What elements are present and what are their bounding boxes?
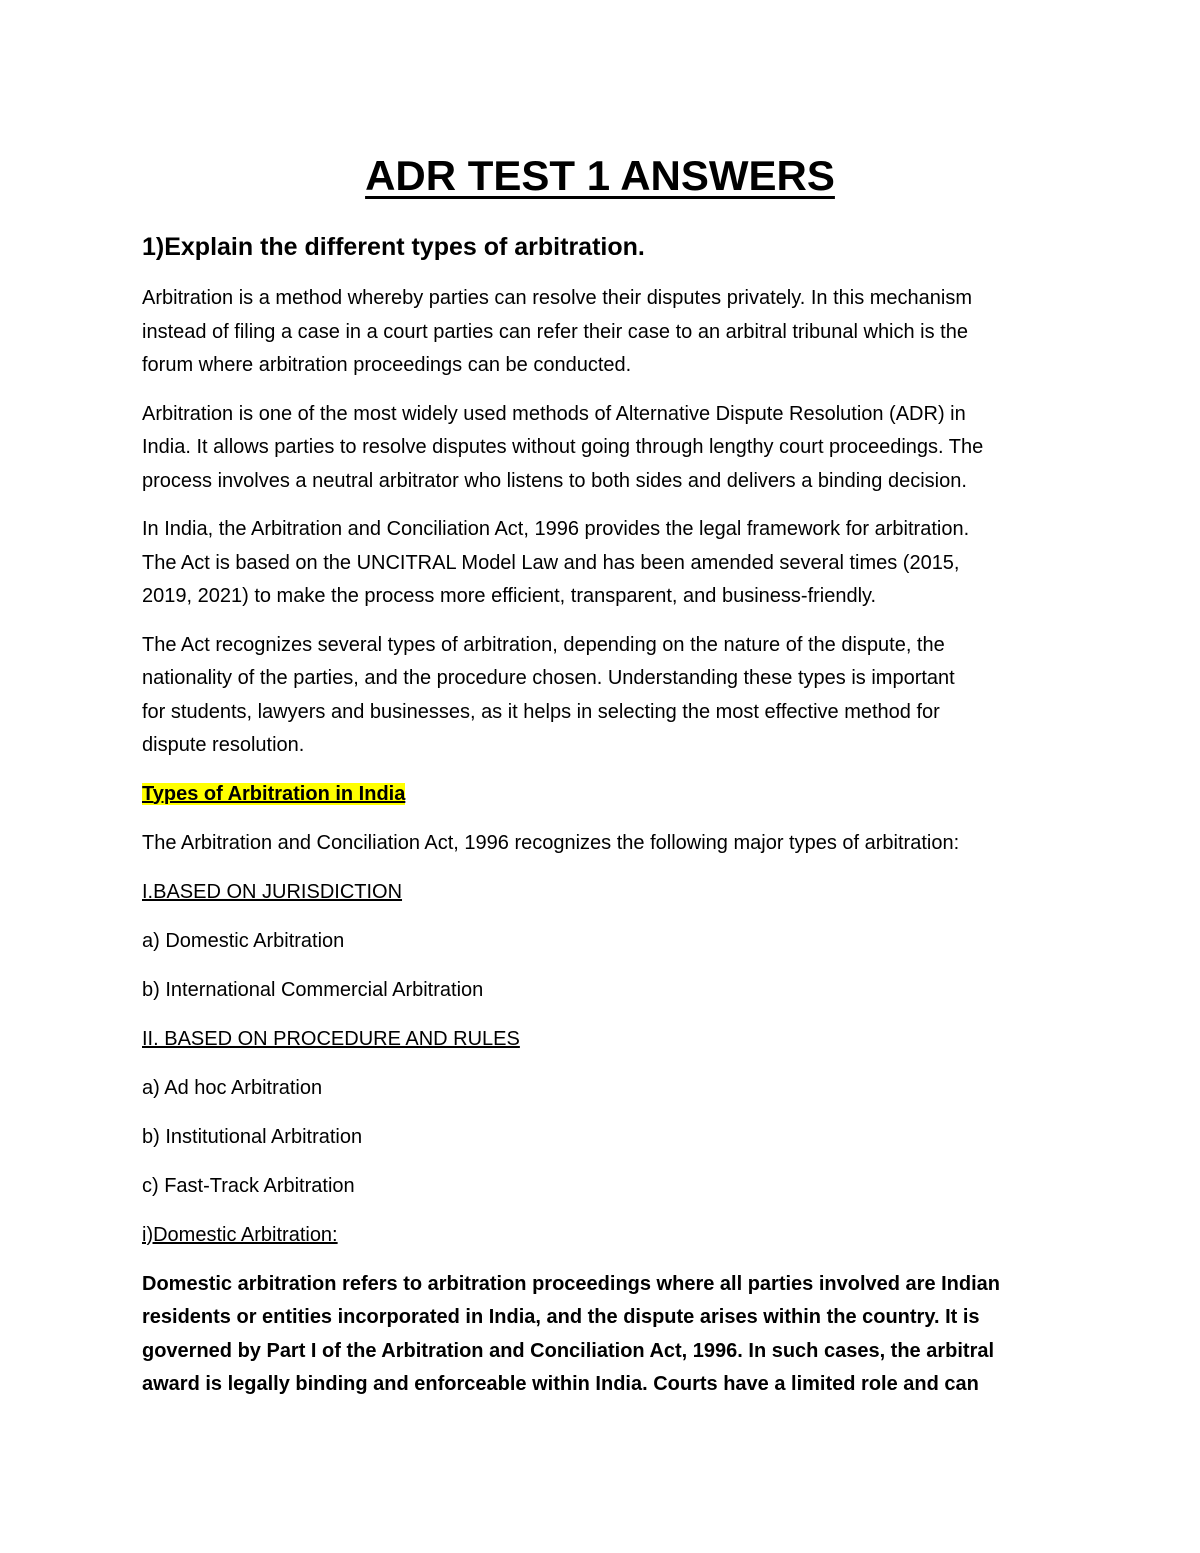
text-line: Arbitration is a method whereby parties can resolve their disputes privately. In this mechanism [142,287,973,309]
paragraph-legal-framework [142,513,1082,614]
text-line: nationality of the parties, and the procedure chosen. Understanding these types is important [142,667,955,689]
text-line: instead of filing a case in a court parties can refer their case to an arbitral tribunal which is the [142,320,968,343]
types-intro: The Arbitration and Conciliation Act, 1996 recognizes the following major types of arbitration: [142,831,960,854]
list-item: a) Ad hoc Arbitration [142,1076,323,1099]
question-heading: 1)Explain the different types of arbitration. [142,233,645,261]
section-heading-procedure [142,1023,1082,1057]
text-line: forum where arbitration proceedings can be conducted. [142,354,632,376]
section-heading-text: II. BASED ON PROCEDURE AND RULES [142,1027,520,1050]
text-line: Domestic arbitration refers to arbitration proceedings where all parties involved are Indian [142,1272,1001,1295]
text-line: The Act is based on the UNCITRAL Model Law and has been amended several times (2015, [142,551,960,574]
text-line: The Act recognizes several types of arbitration, depending on the nature of the dispute, the [142,633,945,656]
text-line: Arbitration is one of the most widely used methods of Alternative Dispute Resolution (ADR) in [142,402,966,425]
text-line: process involves a neutral arbitrator who listens to both sides and delivers a binding decision. [142,469,967,492]
section-heading-jurisdiction [142,876,1082,910]
text-line: award is legally binding and enforceable within India. Courts have a limited role and can [142,1373,979,1395]
text-line: 2019, 2021) to make the process more efficient, transparent, and business-friendly. [142,585,877,607]
text-line: residents or entities incorporated in India, and the dispute arises within the country. It is [142,1306,980,1328]
text-line: dispute resolution. [142,734,305,756]
list-item: a) Domestic Arbitration [142,929,345,952]
list-item: c) Fast-Track Arbitration [142,1174,355,1197]
list-item: b) International Commercial Arbitration [142,978,484,1001]
document-title: ADR TEST 1 ANSWERS [365,152,835,199]
document-body [142,230,1082,1417]
text-line: India. It allows parties to resolve disputes without going through lengthy court proceedings. The [142,436,984,458]
subheading-text: i)Domestic Arbitration: [142,1223,338,1246]
list-item: b) Institutional Arbitration [142,1125,363,1148]
paragraph-adr-overview [142,398,1082,499]
subheading-domestic [142,1219,1082,1253]
section-heading-text: I.BASED ON JURISDICTION [142,880,403,903]
paragraph-definition [142,282,1082,383]
text-line: governed by Part I of the Arbitration and Conciliation Act, 1996. In such cases, the arbitral [142,1339,995,1362]
types-heading-text: Types of Arbitration in India [142,782,406,805]
paragraph-domestic [142,1268,1082,1402]
types-heading [142,778,1082,812]
text-line: In India, the Arbitration and Conciliation Act, 1996 provides the legal framework for arbitration. [142,518,970,540]
paragraph-types-recognized [142,629,1082,763]
text-line: for students, lawyers and businesses, as it helps in selecting the most effective method for [142,700,940,723]
